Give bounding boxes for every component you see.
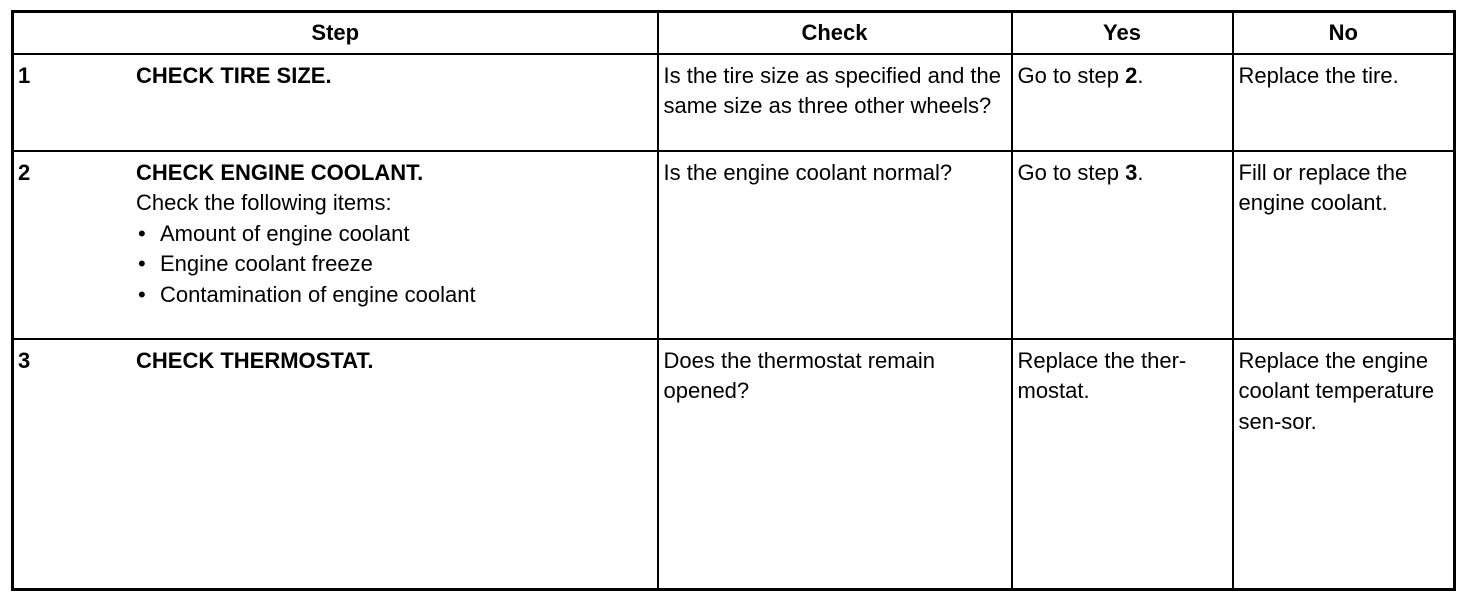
- check-cell: [658, 54, 1012, 151]
- yes-cell: [1012, 151, 1233, 339]
- check-text: Is the engine coolant normal?: [663, 159, 953, 185]
- header-step: Step: [13, 12, 658, 54]
- step-intro: Check the following items:: [136, 190, 392, 215]
- header-check: Check: [658, 12, 1012, 54]
- no-cell: [1233, 151, 1455, 339]
- yes-suffix: .: [1137, 159, 1144, 185]
- yes-cell: [1012, 339, 1233, 590]
- step-number: 2: [18, 159, 31, 185]
- yes-prefix: Go to step: [1017, 62, 1126, 88]
- yes-text: [1013, 55, 1232, 92]
- list-item-text: Contamination of engine coolant: [160, 281, 476, 307]
- no-cell: [1233, 339, 1455, 590]
- step-body: [136, 55, 657, 92]
- bullet-icon: •: [138, 220, 146, 246]
- header-no: No: [1233, 12, 1455, 54]
- step-body: [136, 340, 657, 377]
- step-cell: [13, 151, 658, 339]
- check-text: Does the thermostat remain opened?: [663, 347, 935, 403]
- yes-text: [1013, 152, 1232, 189]
- table-row: [13, 151, 1455, 339]
- yes-suffix: .: [1137, 62, 1144, 88]
- bullet-icon: •: [138, 251, 146, 276]
- check-cell: [658, 339, 1012, 590]
- no-text: Fill or replace the engine coolant.: [1238, 159, 1408, 215]
- step-number: 3: [18, 347, 31, 373]
- step-title: CHECK ENGINE COOLANT.: [136, 159, 424, 185]
- diagnostic-table: [11, 10, 1456, 591]
- check-items-list: [136, 219, 657, 311]
- step-title: CHECK THERMOSTAT.: [136, 347, 374, 373]
- list-item-text: Amount of engine coolant: [160, 220, 410, 246]
- yes-step-ref: 2: [1125, 62, 1138, 88]
- step-cell: [13, 339, 658, 590]
- yes-cell: [1012, 54, 1233, 151]
- no-cell: [1233, 54, 1455, 151]
- list-item: [136, 219, 657, 250]
- list-item: [136, 280, 657, 311]
- check-cell: [658, 151, 1012, 339]
- step-body: [136, 152, 657, 311]
- yes-step-ref: 3: [1125, 159, 1138, 185]
- header-yes: Yes: [1012, 12, 1233, 54]
- list-item: [136, 249, 657, 280]
- yes-text: Replace the ther-mostat.: [1017, 347, 1187, 403]
- yes-prefix: Go to step: [1017, 159, 1126, 185]
- table-row: [13, 339, 1455, 590]
- table-row: [13, 54, 1455, 151]
- step-title: CHECK TIRE SIZE.: [136, 62, 332, 88]
- list-item-text: Engine coolant freeze: [160, 251, 373, 276]
- no-text: Replace the engine coolant temperature sen-sor.: [1238, 347, 1435, 434]
- header-row: [13, 12, 1455, 54]
- bullet-icon: •: [138, 281, 146, 307]
- step-number: 1: [18, 62, 31, 88]
- no-text: Replace the tire.: [1238, 62, 1399, 88]
- step-cell: [13, 54, 658, 151]
- check-text: Is the tire size as specified and the same size as three other wheels?: [663, 62, 1002, 118]
